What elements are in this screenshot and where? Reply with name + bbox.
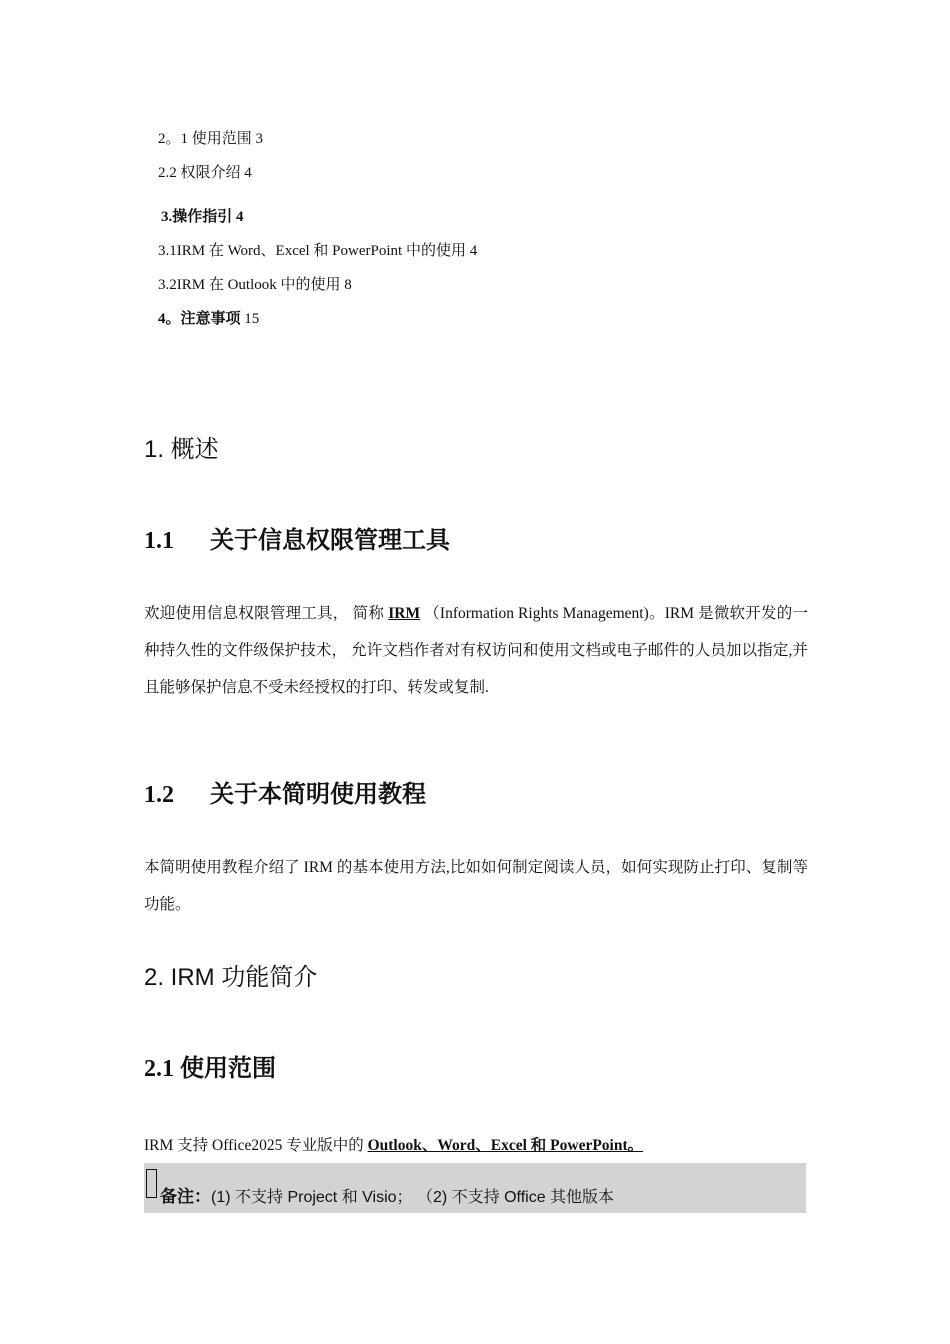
irm-emphasis: IRM (388, 605, 421, 622)
toc-entry-4[interactable] (158, 307, 259, 328)
toc-entry-text: 3.1IRM 在 Word、Excel 和 PowerPoint 中的使用 4 (158, 243, 478, 259)
note-text: (1) 不支持 Project 和 Visio； （2) 不支持 Office 其他版本 (211, 1189, 615, 1206)
toc-entry-page: 15 (240, 311, 260, 327)
toc-entry-3[interactable] (161, 205, 244, 226)
paragraph-tutorial-intro: 本简明使用教程介绍了 IRM 的基本使用方法,比如如何制定阅读人员，如何实现防止打印、复制等功能。 (144, 859, 808, 913)
note-box (144, 1163, 806, 1213)
heading-number: 1.2 (144, 782, 174, 808)
toc-entry-bold: 4。注意事项 (158, 311, 241, 327)
toc-entry-text: 2.2 权限介绍 4 (158, 165, 252, 181)
paragraph-text: （Information Rights Management)。IRM 是微软开发的一种持久性的文件级保护技术， 允许文档作者对有权访问和使用文档或电子邮件的人员加以指定,并且能够保护信息不受未经授权的打印、转发或复制. (144, 605, 808, 696)
heading-section-2: 2. IRM 功能简介 (144, 964, 318, 991)
toc-entry-text: 3.2IRM 在 Outlook 中的使用 8 (158, 277, 352, 293)
note-content (160, 1182, 614, 1207)
note-label: 备注： (160, 1187, 211, 1206)
toc-entry-2-2[interactable] (158, 161, 252, 182)
toc-entry-text: 3.操作指引 4 (161, 209, 244, 225)
heading-section-1-1 (144, 520, 450, 555)
paragraph-usage-scope (144, 1133, 643, 1155)
toc-entry-text: 2。1 使用范围 3 (158, 131, 264, 147)
placeholder-box-icon (146, 1169, 157, 1198)
heading-section-1-2 (144, 774, 426, 809)
toc-entry-2-1[interactable] (158, 127, 263, 148)
heading-title: 关于信息权限管理工具 (210, 528, 450, 554)
supported-apps: Outlook、Word、Excel 和 PowerPoint。 (367, 1137, 644, 1154)
toc-entry-3-2[interactable] (158, 273, 352, 294)
heading-section-1: 1. 概述 (144, 436, 219, 463)
heading-title: 关于本简明使用教程 (210, 782, 426, 808)
heading-section-2-1: 2.1 使用范围 (144, 1056, 276, 1082)
heading-number: 1.1 (144, 528, 174, 554)
toc-entry-3-1[interactable] (158, 239, 477, 260)
paragraph-text: 欢迎使用信息权限管理工具， 简称 (144, 605, 389, 622)
paragraph-irm-intro (144, 595, 808, 706)
paragraph-text: IRM 支持 Office2025 专业版中的 (144, 1137, 368, 1154)
